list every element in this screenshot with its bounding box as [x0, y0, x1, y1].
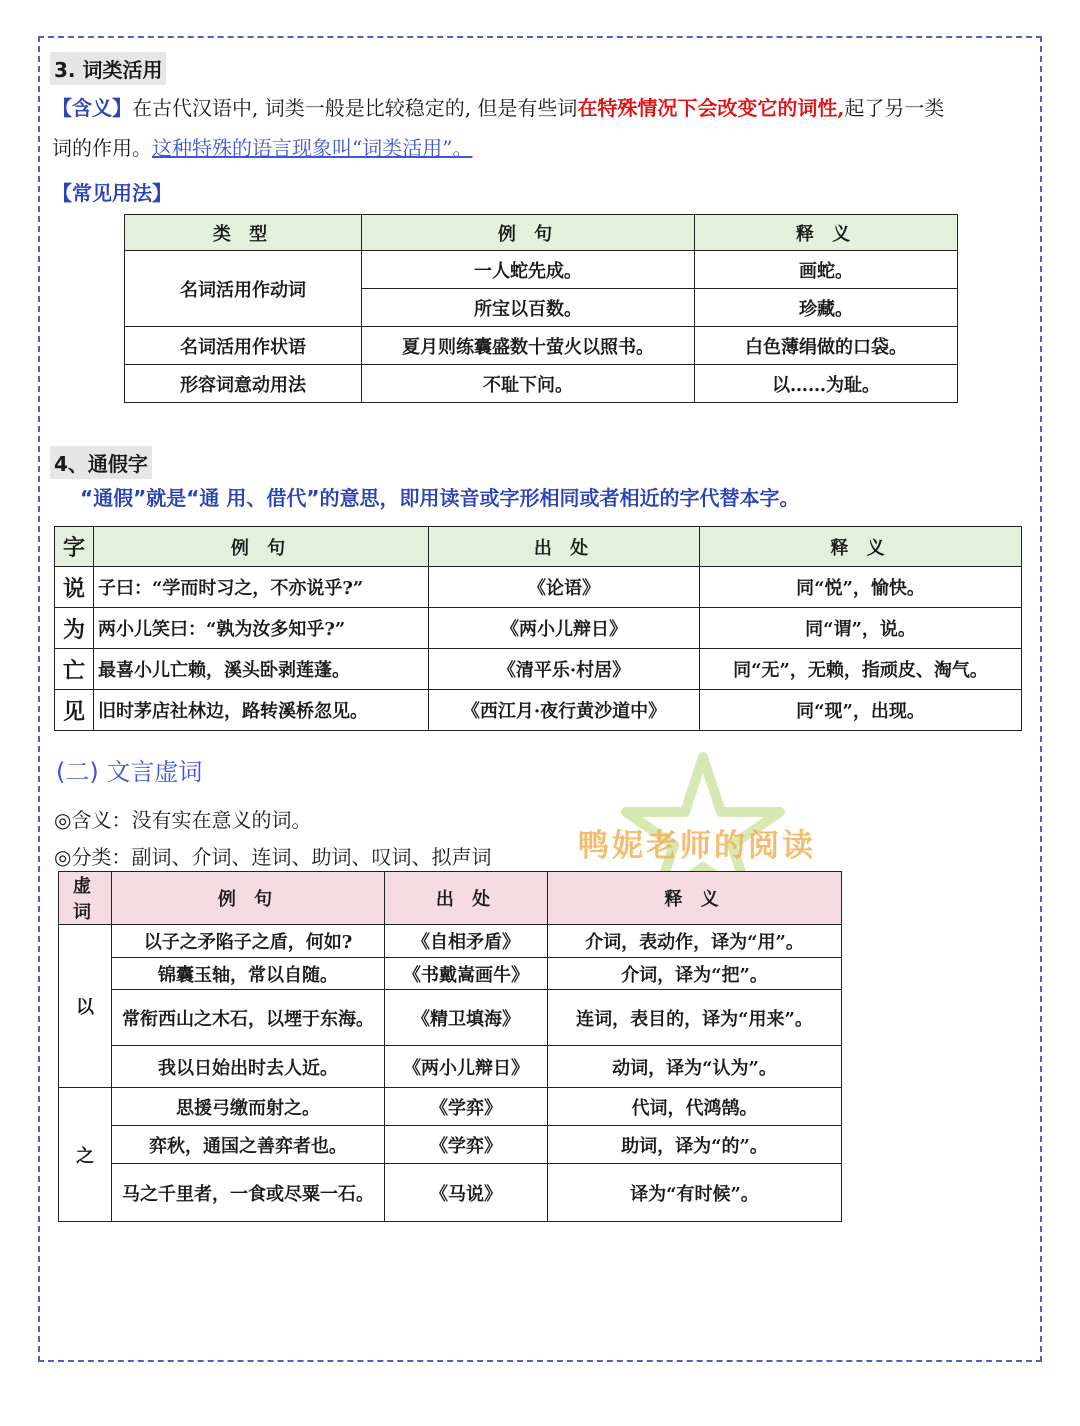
- example-cell: 不耻下问。: [362, 365, 695, 403]
- header-source: 出 处: [429, 527, 700, 567]
- header-meaning: 释 义: [700, 527, 1022, 567]
- meaning-cell: 画蛇。: [695, 251, 958, 289]
- header-example: 例 句: [112, 872, 385, 925]
- table-row: [59, 990, 842, 1046]
- example-cell: 子曰：“学而时习之，不亦说乎?”: [94, 567, 429, 608]
- source-cell: 《论语》: [429, 567, 700, 608]
- word-class-table: [124, 214, 958, 403]
- header-example: 例 句: [362, 215, 695, 251]
- example-cell: 弈秋，通国之善弈者也。: [112, 1126, 385, 1164]
- table-row: [59, 958, 842, 990]
- function-words-title: (二) 文言虚词: [56, 758, 203, 786]
- word-cell: 以: [59, 925, 112, 1088]
- source-cell: 《两小儿辩日》: [429, 608, 700, 649]
- example-cell: 锦囊玉轴，常以自随。: [112, 958, 385, 990]
- meaning-cell: 代词，代鸿鹄。: [548, 1088, 842, 1126]
- example-cell: 思援弓缴而射之。: [112, 1088, 385, 1126]
- word-cell: 之: [59, 1088, 112, 1222]
- example-cell: 以子之矛陷子之盾，何如?: [112, 925, 385, 958]
- meaning-tag: 【含义】: [52, 96, 132, 120]
- source-cell: 《马说》: [385, 1164, 548, 1222]
- header-char: 字: [55, 527, 94, 567]
- table-row: [125, 251, 958, 289]
- source-cell: 《学弈》: [385, 1088, 548, 1126]
- header-word: 虚 词: [59, 872, 112, 925]
- function-words-table: [58, 871, 842, 1222]
- table-row: [55, 608, 1022, 649]
- type-cell: 形容词意动用法: [125, 365, 362, 403]
- meaning-cell: 介词，译为“把”。: [548, 958, 842, 990]
- tongjia-table: [54, 526, 1022, 731]
- source-cell: 《书戴嵩画牛》: [385, 958, 548, 990]
- example-cell: 常衔西山之木石，以堙于东海。: [112, 990, 385, 1046]
- example-cell: 所宝以百数。: [362, 289, 695, 327]
- source-cell: 《精卫填海》: [385, 990, 548, 1046]
- type-cell: 名词活用作动词: [125, 251, 362, 327]
- source-cell: 《自相矛盾》: [385, 925, 548, 958]
- header-source: 出 处: [385, 872, 548, 925]
- source-cell: 《学弈》: [385, 1126, 548, 1164]
- section3-title: 3. 词类活用: [50, 52, 166, 85]
- char-cell: 亡: [55, 649, 94, 690]
- example-cell: 最喜小儿亡赖，溪头卧剥莲蓬。: [94, 649, 429, 690]
- example-cell: 一人蛇先成。: [362, 251, 695, 289]
- meaning-cell: 介词，表动作，译为“用”。: [548, 925, 842, 958]
- header-meaning: 释 义: [548, 872, 842, 925]
- meaning-cell: 白色薄绢做的口袋。: [695, 327, 958, 365]
- table-row: [125, 365, 958, 403]
- table-row: [59, 1046, 842, 1088]
- section4-desc: “通假”就是“通 用、借代”的意思，即用读音或字形相同或者相近的字代替本字。: [80, 486, 800, 510]
- table-row: [55, 649, 1022, 690]
- char-cell: 说: [55, 567, 94, 608]
- meaning-cell: 译为“有时候”。: [548, 1164, 842, 1222]
- meaning-text-2: 起了另一类: [844, 96, 945, 120]
- source-cell: 《两小儿辩日》: [385, 1046, 548, 1088]
- table-row: [59, 1126, 842, 1164]
- usage-tag: 【常见用法】: [52, 181, 172, 205]
- meaning-cell: 助词，译为“的”。: [548, 1126, 842, 1164]
- function-words-meaning: ◎含义：没有实在意义的词。: [54, 808, 312, 832]
- type-cell: 名词活用作状语: [125, 327, 362, 365]
- watermark-text: 鸭妮老师的阅读: [578, 828, 816, 864]
- table-row: [125, 327, 958, 365]
- meaning-cell: 以……为耻。: [695, 365, 958, 403]
- header-type: 类 型: [125, 215, 362, 251]
- example-cell: 旧时茅店社林边，路转溪桥忽见。: [94, 690, 429, 731]
- section3-meaning: [52, 88, 1042, 168]
- meaning-link[interactable]: 这种特殊的语言现象叫“词类活用”。: [152, 136, 473, 160]
- example-cell: 我以日始出时去人近。: [112, 1046, 385, 1088]
- table-row: [59, 1088, 842, 1126]
- table-row: [55, 567, 1022, 608]
- meaning-highlight: 在特殊情况下会改变它的词性,: [577, 96, 845, 120]
- meaning-text-1: 在古代汉语中, 词类一般是比较稳定的, 但是有些词: [132, 96, 578, 120]
- table-row: [59, 1164, 842, 1222]
- header-meaning: 释 义: [695, 215, 958, 251]
- char-cell: 为: [55, 608, 94, 649]
- meaning-cell: 同“谓”，说。: [700, 608, 1022, 649]
- char-cell: 见: [55, 690, 94, 731]
- table-row: [59, 925, 842, 958]
- section4-title: 4、通假字: [50, 446, 152, 479]
- meaning-text-3: 词的作用。: [52, 136, 152, 160]
- source-cell: 《西江月·夜行黄沙道中》: [429, 690, 700, 731]
- example-cell: 两小儿笑曰：“孰为汝多知乎?”: [94, 608, 429, 649]
- table-row: [55, 690, 1022, 731]
- meaning-cell: 动词，译为“认为”。: [548, 1046, 842, 1088]
- meaning-cell: 同“悦”，愉快。: [700, 567, 1022, 608]
- source-cell: 《清平乐·村居》: [429, 649, 700, 690]
- example-cell: 夏月则练囊盛数十萤火以照书。: [362, 327, 695, 365]
- header-example: 例 句: [94, 527, 429, 567]
- meaning-cell: 连词，表目的，译为“用来”。: [548, 990, 842, 1046]
- function-words-categories: ◎分类：副词、介词、连词、助词、叹词、拟声词: [54, 845, 492, 869]
- meaning-cell: 同“现”，出现。: [700, 690, 1022, 731]
- meaning-cell: 同“无”，无赖，指顽皮、淘气。: [700, 649, 1022, 690]
- example-cell: 马之千里者，一食或尽粟一石。: [112, 1164, 385, 1222]
- meaning-cell: 珍藏。: [695, 289, 958, 327]
